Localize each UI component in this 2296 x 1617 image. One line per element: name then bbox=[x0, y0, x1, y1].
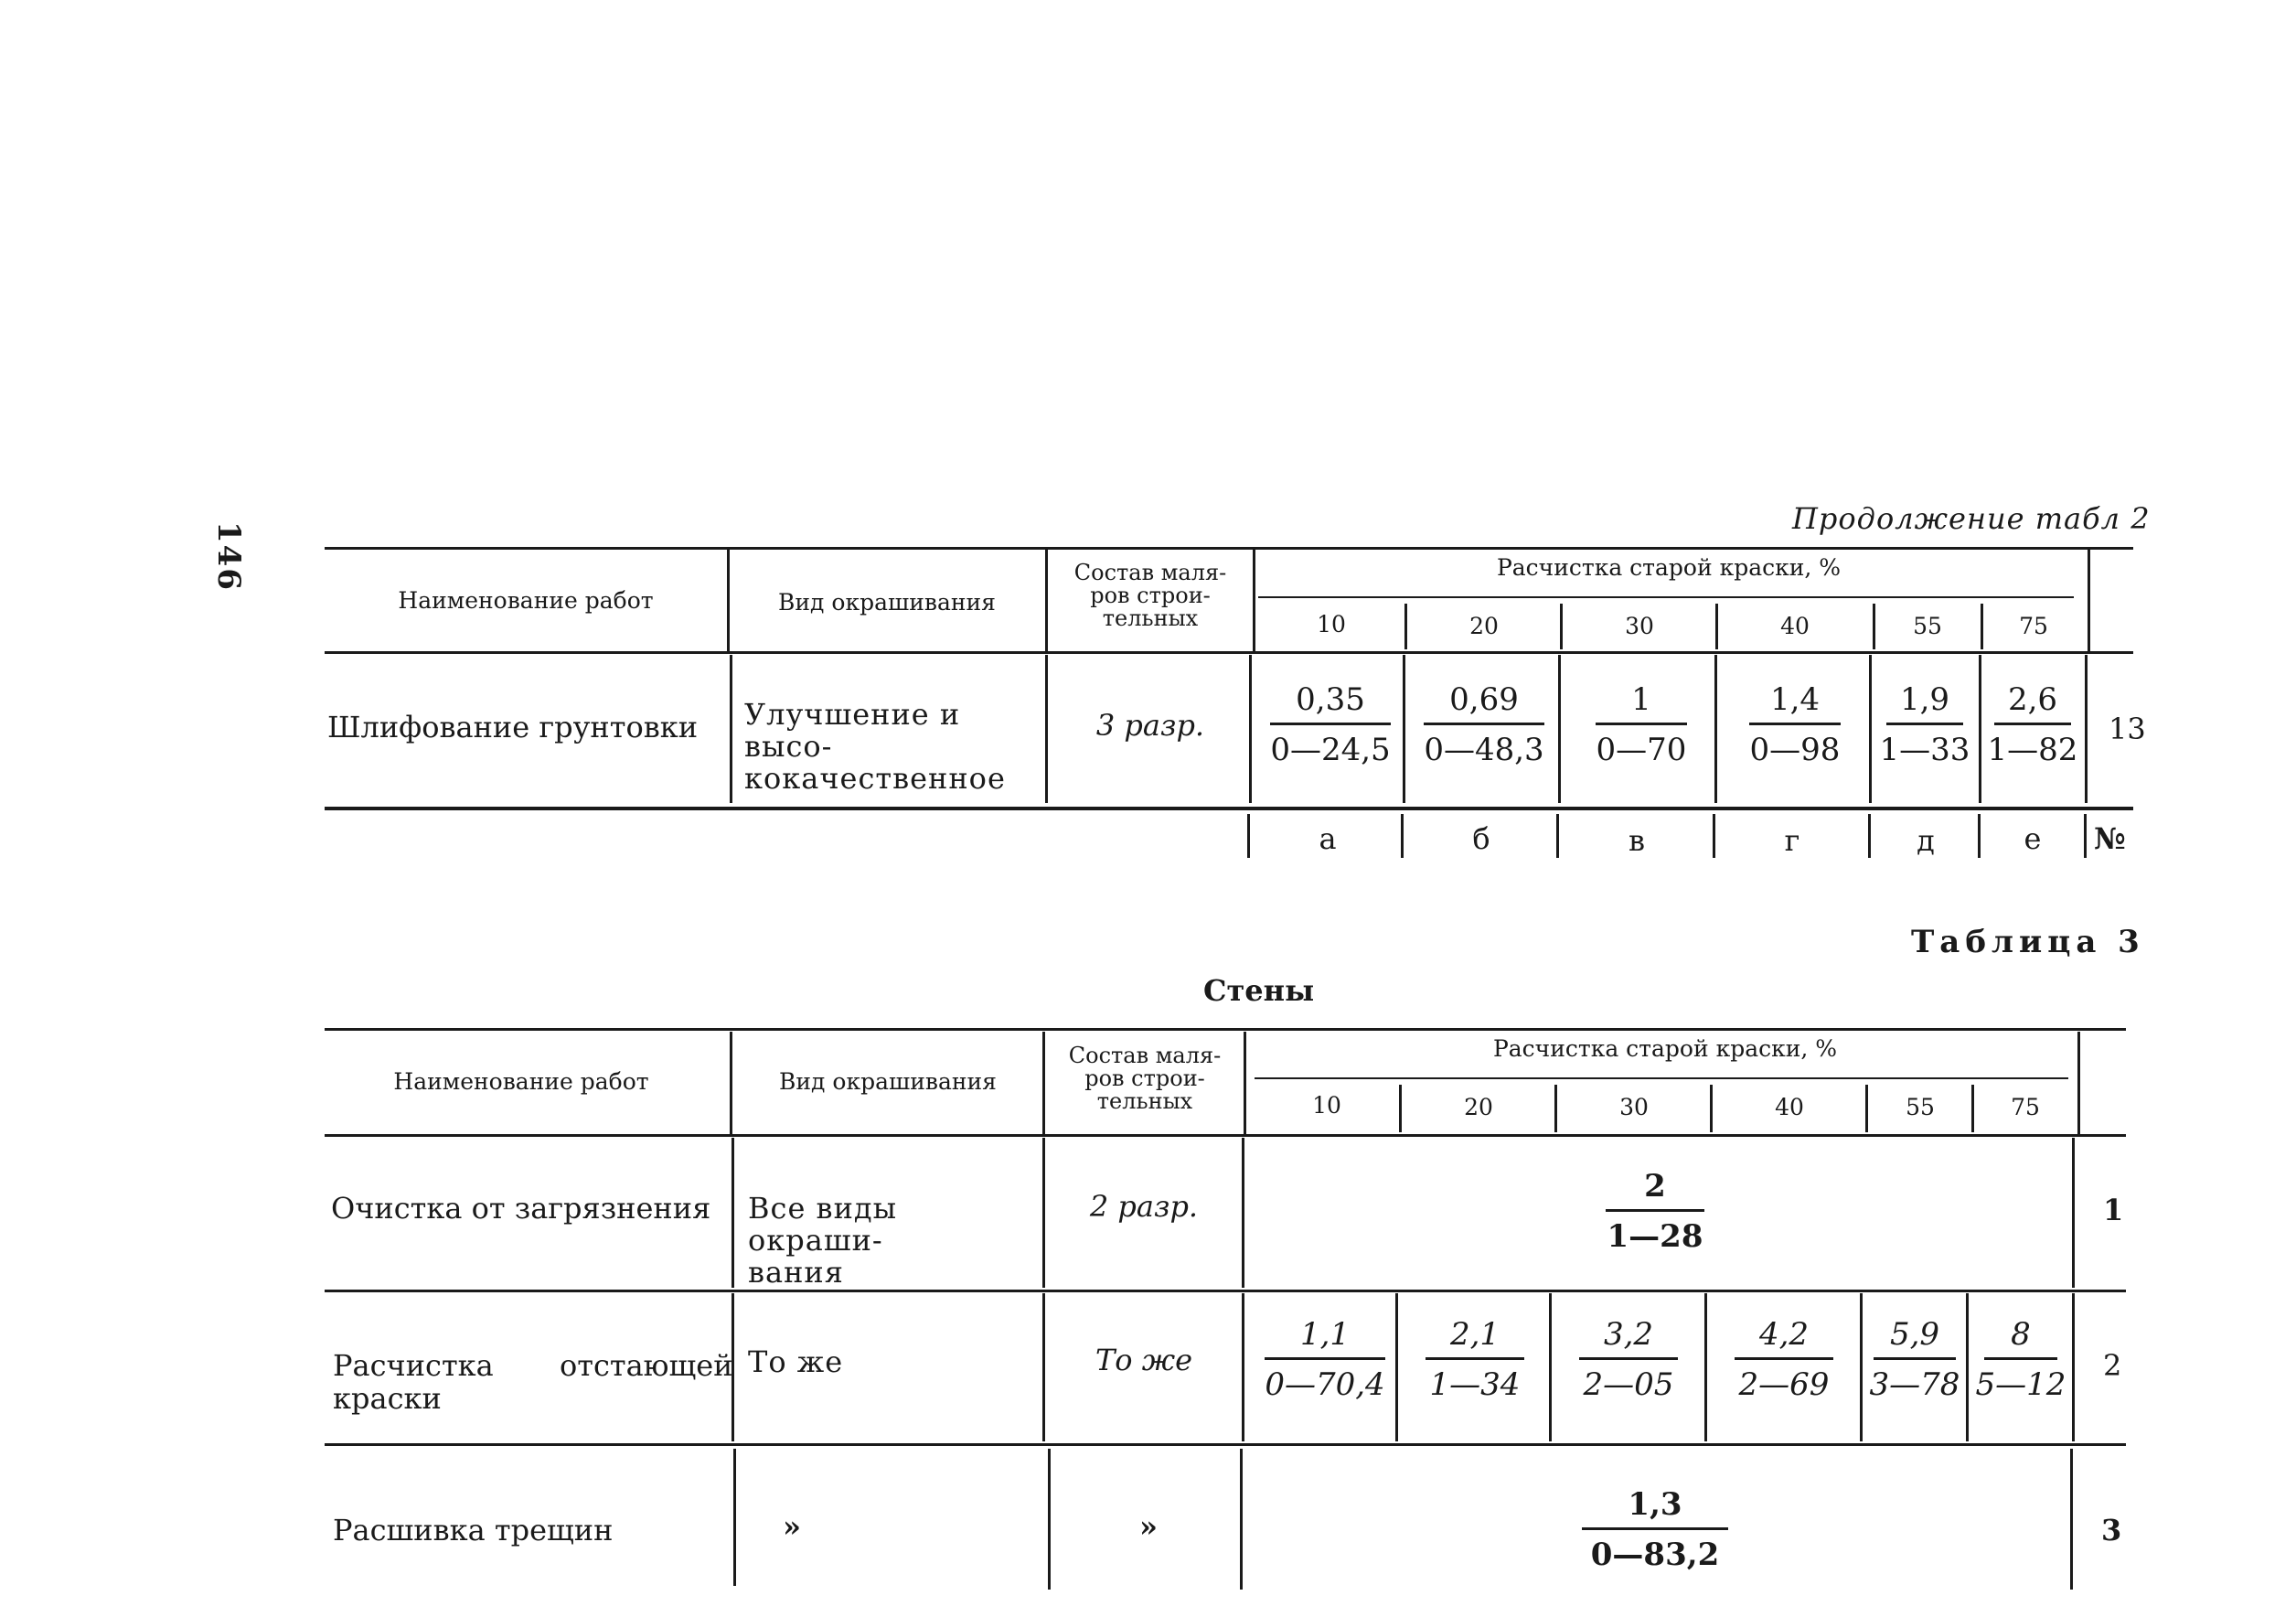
rate-norm: 2,6 bbox=[1994, 684, 2071, 725]
table3-top-rule bbox=[325, 1028, 2126, 1031]
table3-vline bbox=[1554, 1085, 1557, 1132]
header-percent: 40 bbox=[1780, 613, 1810, 639]
header-crew: Состав маля- ров строи- тельных bbox=[1073, 560, 1227, 632]
table2-vline bbox=[1404, 604, 1407, 649]
rate-fraction bbox=[1255, 1316, 1395, 1403]
header-stripping: Расчистка старой краски, % bbox=[1492, 1035, 1838, 1062]
table3-title: Таблица 3 bbox=[1911, 924, 2145, 960]
header-percent: 55 bbox=[1913, 613, 1942, 639]
row-crew: 3 разр. bbox=[1095, 708, 1205, 743]
rate-norm: 0,35 bbox=[1270, 684, 1391, 725]
table3-vline bbox=[1395, 1293, 1398, 1441]
letter-row-vline bbox=[1556, 814, 1559, 858]
letter-row-vline bbox=[1978, 814, 1981, 858]
rate-norm: 1,3 bbox=[1582, 1489, 1728, 1530]
column-letter: б bbox=[1472, 821, 1490, 856]
header-work-name: Наименование работ bbox=[398, 587, 654, 614]
rate-price: 0—48,3 bbox=[1424, 732, 1544, 768]
rate-price: 0—98 bbox=[1749, 732, 1841, 768]
continuation-caption: Продолжение табл 2 bbox=[1792, 501, 2151, 536]
table3-vline bbox=[1966, 1293, 1969, 1441]
row-work-name: краски bbox=[333, 1381, 442, 1416]
table2-vline bbox=[1253, 549, 1255, 651]
row-work-name: Шлифование грунтовки bbox=[327, 710, 699, 744]
rate-price: 5—12 bbox=[1975, 1366, 2066, 1403]
table2-vline bbox=[1715, 604, 1718, 649]
rate-fraction bbox=[1863, 1316, 1966, 1403]
rate-price: 1—33 bbox=[1879, 732, 1970, 768]
header-paint-type: Вид окрашивания bbox=[778, 589, 996, 616]
table3-vline bbox=[1549, 1293, 1552, 1441]
table3-vline bbox=[733, 1449, 736, 1586]
table2-top-rule bbox=[325, 547, 2133, 550]
rate-norm: 1 bbox=[1596, 684, 1687, 725]
row-work-name: отстающей bbox=[560, 1348, 733, 1383]
rate-fraction-merged bbox=[1564, 1486, 1746, 1573]
row-number: 1 bbox=[2103, 1193, 2124, 1227]
rate-norm: 1,4 bbox=[1749, 684, 1841, 725]
rate-price: 0—70 bbox=[1596, 732, 1687, 768]
header-percent: 20 bbox=[1464, 1094, 1493, 1120]
row-number: 13 bbox=[2109, 712, 2146, 746]
letter-row-vline bbox=[1868, 814, 1871, 858]
number-sign: № bbox=[2094, 821, 2126, 856]
rate-fraction bbox=[1558, 1316, 1699, 1403]
table2-vline bbox=[1045, 655, 1048, 803]
rate-norm: 3,2 bbox=[1579, 1319, 1678, 1360]
row-crew: То же bbox=[1095, 1343, 1193, 1377]
rate-fraction bbox=[1873, 681, 1977, 768]
table3-row-rule bbox=[325, 1443, 2126, 1446]
table3-vline bbox=[1242, 1138, 1244, 1288]
rate-norm: 1,9 bbox=[1886, 684, 1963, 725]
row-paint-type: Все виды окраши- вания bbox=[748, 1191, 898, 1290]
table3-vline bbox=[1042, 1293, 1045, 1441]
letter-row-vline bbox=[1401, 814, 1404, 858]
rate-price: 2—69 bbox=[1738, 1366, 1830, 1403]
header-work-name: Наименование работ bbox=[393, 1068, 649, 1095]
rate-fraction bbox=[1726, 681, 1863, 768]
rate-norm: 8 bbox=[1984, 1319, 2057, 1360]
rate-price: 1—28 bbox=[1607, 1218, 1703, 1255]
table2-vline bbox=[2088, 549, 2090, 651]
header-paint-type: Вид окрашивания bbox=[779, 1068, 997, 1095]
letter-row-vline bbox=[1247, 814, 1250, 858]
header-percent: 75 bbox=[2019, 613, 2048, 639]
table3-row-rule bbox=[325, 1290, 2126, 1292]
table3-vline bbox=[1865, 1085, 1868, 1132]
rate-norm: 4,2 bbox=[1735, 1319, 1833, 1360]
rate-norm: 5,9 bbox=[1874, 1319, 1956, 1360]
header-percent: 10 bbox=[1312, 1092, 1341, 1119]
rate-price: 1—34 bbox=[1429, 1366, 1521, 1403]
rate-norm: 0,69 bbox=[1424, 684, 1544, 725]
rate-price: 2—05 bbox=[1583, 1366, 1674, 1403]
column-letter: д bbox=[1917, 823, 1935, 858]
header-percent: 30 bbox=[1625, 613, 1654, 639]
table3-vline bbox=[1048, 1449, 1051, 1590]
table2-header-rule bbox=[325, 651, 2133, 654]
row-work-name: Очистка от загрязнения bbox=[331, 1191, 711, 1226]
table3-vline bbox=[2070, 1449, 2073, 1590]
row-work-name: Расчистка bbox=[333, 1348, 494, 1383]
letter-row-vline bbox=[2084, 814, 2087, 858]
column-letter: е bbox=[2024, 821, 2042, 856]
header-stripping: Расчистка старой краски, % bbox=[1496, 554, 1842, 581]
table3-vline bbox=[1971, 1085, 1974, 1132]
table3-vline bbox=[2077, 1032, 2080, 1134]
table3-vline bbox=[1710, 1085, 1713, 1132]
header-percent: 40 bbox=[1775, 1094, 1804, 1120]
table3-vline bbox=[2072, 1293, 2075, 1441]
table3-vline bbox=[1042, 1138, 1045, 1288]
table3-vline bbox=[1704, 1293, 1707, 1441]
table2-vline bbox=[1869, 655, 1872, 803]
rate-price: 3—78 bbox=[1869, 1366, 1960, 1403]
rate-fraction bbox=[1981, 681, 2085, 768]
row-number: 3 bbox=[2101, 1513, 2122, 1547]
table3-vline bbox=[730, 1032, 732, 1134]
rate-price: 0—24,5 bbox=[1270, 732, 1391, 768]
table2-vline bbox=[730, 655, 732, 803]
table3-vline bbox=[1244, 1032, 1246, 1134]
table2-vline bbox=[1403, 655, 1405, 803]
rate-price: 0—83,2 bbox=[1590, 1537, 1720, 1573]
page-number: 146 bbox=[210, 521, 247, 592]
column-letter: в bbox=[1628, 823, 1645, 858]
column-letter: г bbox=[1784, 823, 1800, 858]
header-percent: 20 bbox=[1469, 613, 1499, 639]
header-percent: 55 bbox=[1906, 1094, 1935, 1120]
row-paint-type: Улучшение и высо- кокачественное bbox=[744, 697, 1006, 797]
rate-price: 1—82 bbox=[1987, 732, 2078, 768]
header-crew: Состав маля- ров строи- тельных bbox=[1068, 1043, 1222, 1115]
table3-vline bbox=[1240, 1449, 1243, 1590]
table2-vline bbox=[2085, 655, 2088, 803]
table3-vline bbox=[1242, 1293, 1244, 1441]
header-percent: 75 bbox=[2011, 1094, 2040, 1120]
table3-vline bbox=[1860, 1293, 1863, 1441]
rate-fraction bbox=[1415, 681, 1553, 768]
table2-vline bbox=[1560, 604, 1563, 649]
ditto-mark: » bbox=[1139, 1509, 1158, 1544]
table3-vline bbox=[1042, 1032, 1045, 1134]
rate-fraction bbox=[1262, 681, 1399, 768]
ditto-mark: » bbox=[783, 1509, 801, 1544]
rate-fraction bbox=[1714, 1316, 1854, 1403]
table3-header-rule bbox=[325, 1134, 2126, 1137]
rate-fraction bbox=[1404, 1316, 1545, 1403]
rate-fraction-merged bbox=[1564, 1168, 1746, 1255]
table2-vline bbox=[1045, 549, 1048, 651]
rate-norm: 2,1 bbox=[1426, 1319, 1524, 1360]
rate-fraction bbox=[1970, 1316, 2072, 1403]
table3-vline bbox=[1399, 1085, 1402, 1132]
table2-bottom-rule bbox=[325, 807, 2133, 810]
column-letter: а bbox=[1319, 821, 1337, 856]
table2-vline bbox=[1714, 655, 1717, 803]
row-paint-type: То же bbox=[748, 1344, 844, 1379]
row-number: 2 bbox=[2103, 1348, 2122, 1383]
row-crew: 2 разр. bbox=[1089, 1189, 1199, 1224]
table3-vline bbox=[2072, 1138, 2075, 1288]
header-percent: 30 bbox=[1619, 1094, 1649, 1120]
row-work-name: Расшивка трещин bbox=[333, 1513, 614, 1547]
header-percent: 10 bbox=[1317, 611, 1346, 637]
table2-vline bbox=[727, 549, 730, 651]
table3-vline bbox=[732, 1138, 734, 1288]
rate-norm: 1,1 bbox=[1265, 1319, 1385, 1360]
rate-fraction bbox=[1573, 681, 1710, 768]
table2-vline bbox=[1558, 655, 1561, 803]
table3-subtitle: Стены bbox=[1203, 973, 1315, 1008]
letter-row-vline bbox=[1713, 814, 1715, 858]
table3-subheader-rule bbox=[1255, 1077, 2068, 1079]
table2-subheader-rule bbox=[1258, 596, 2074, 598]
rate-norm: 2 bbox=[1606, 1171, 1704, 1212]
rate-price: 0—70,4 bbox=[1265, 1366, 1385, 1403]
